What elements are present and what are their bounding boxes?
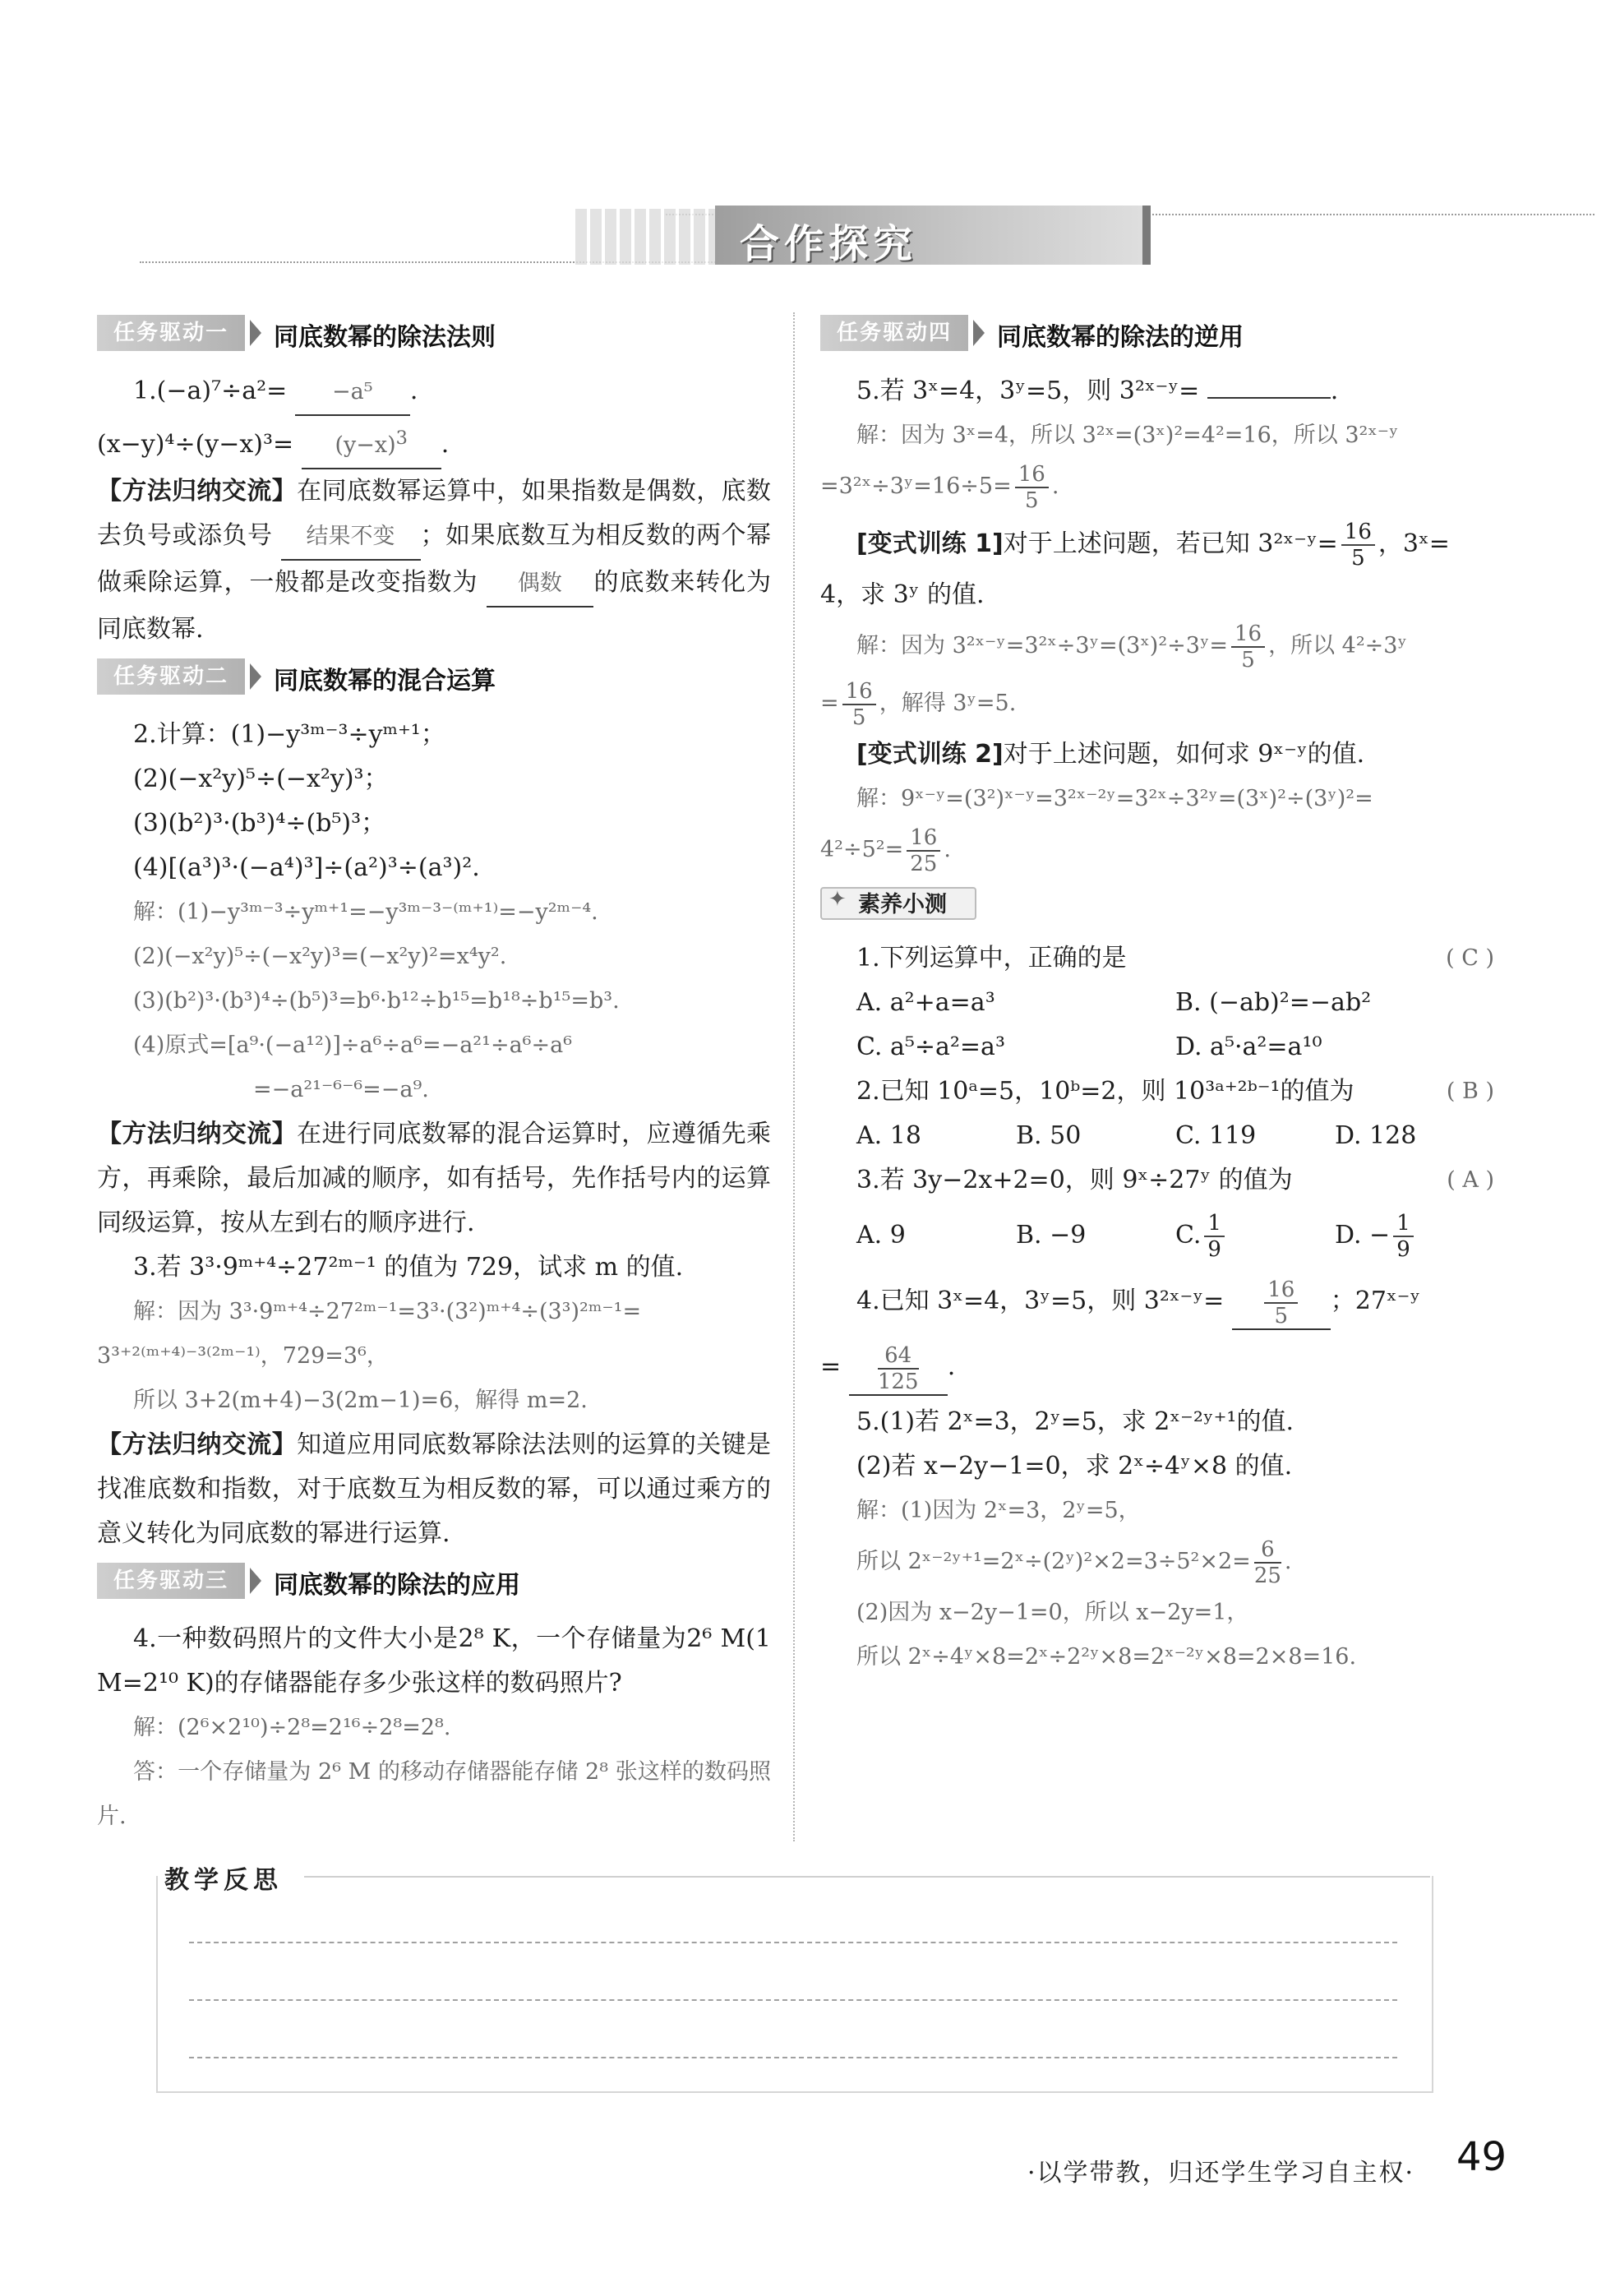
- fraction: [1231, 621, 1265, 672]
- question-text: (x−y)⁴÷(y−x)³=: [97, 430, 294, 459]
- choice-answer: ( B ): [1446, 1079, 1494, 1104]
- numerator: 16: [1264, 1277, 1298, 1304]
- solution-line: (2)(−x²y)⁵÷(−x²y)³=(−x²y)²=x⁴y².: [133, 944, 507, 969]
- fraction: [1341, 520, 1375, 571]
- arrow-icon: [250, 1568, 261, 1594]
- task-badge: 任务驱动一: [97, 315, 245, 351]
- fraction: [878, 1343, 919, 1394]
- question-text: ；27ˣ⁻ʸ: [1330, 1287, 1421, 1315]
- task-header: [97, 658, 771, 701]
- answer-blank: −a⁵: [295, 370, 410, 416]
- solution-text: 解：因为 3²ˣ⁻ʸ=3²ˣ÷3ʸ=(3ˣ)²÷3ʸ=: [856, 633, 1228, 658]
- variant-1-cont: 4，求 3ʸ 的值.: [820, 580, 985, 609]
- solution-line: 解：(1)−y³ᵐ⁻³÷yᵐ⁺¹=−y³ᵐ⁻³⁻⁽ᵐ⁺¹⁾=−y²ᵐ⁻⁴.: [133, 899, 598, 925]
- denominator: 5: [1274, 1303, 1289, 1328]
- quiz-question-3: [820, 1158, 1494, 1203]
- method-summary: [97, 1423, 771, 1556]
- task-badge: 任务驱动三: [97, 1563, 245, 1599]
- choice-answer: ( A ): [1447, 1167, 1494, 1193]
- quiz-title: 素养小测: [820, 887, 976, 920]
- variant-label: [变式训练 2]: [856, 740, 1004, 769]
- numerator: 16: [907, 825, 940, 852]
- option: [1175, 1203, 1335, 1268]
- denominator: 5: [1024, 487, 1039, 513]
- solution-line: 所以 3+2(m+4)−3(2m−1)=6，解得 m=2.: [133, 1388, 588, 1413]
- task-badge: 任务驱动四: [820, 315, 968, 351]
- question-5: 5.若 3ˣ=4，3ʸ=5，则 3²ˣ⁻ʸ= .: [856, 377, 1339, 405]
- arrow-icon: [973, 320, 985, 346]
- numerator: 64: [878, 1343, 919, 1370]
- question-2-part: (4)[(a³)³·(−a⁴)³]÷(a²)³÷(a³)².: [133, 853, 480, 882]
- denominator: 9: [1207, 1237, 1221, 1262]
- option: A. 9: [856, 1221, 906, 1250]
- method-text: 在进行同底数幂的混合运算时，应遵循先乘方，再乘除，最后加减的顺序，如有括号，先作括号内的运算同级运算，按从左到右的顺序进行.: [97, 1120, 772, 1237]
- question-text: 1.(−a)⁷÷a²=: [133, 377, 288, 405]
- task-badge: 任务驱动二: [97, 658, 245, 695]
- teaching-reflection: [164, 1859, 1430, 2098]
- fraction: [1254, 1537, 1281, 1588]
- option: C. 119: [1175, 1121, 1257, 1150]
- footer-slogan: ·以学带教，归还学生学习自主权·: [1027, 2159, 1415, 2187]
- variant-text: 对于上述问题，若已知 3²ˣ⁻ʸ=: [1003, 529, 1338, 558]
- numerator: 1: [1204, 1211, 1225, 1237]
- variant-1: [820, 515, 1494, 573]
- quiz-question-4-cont: = $\frac{64}{125}$ .: [820, 1342, 956, 1394]
- reflection-rule: [304, 1876, 1430, 1878]
- solution-line: = $\frac{16}{5}$ ，解得 3ʸ=5.: [820, 678, 1017, 730]
- options-row: [820, 981, 1494, 1025]
- solution-line: 4²÷5²= $\frac{16}{25}$ .: [820, 825, 951, 876]
- answer-text: (y−x): [335, 432, 396, 458]
- solution-line: 解：(1)因为 2ˣ=3，2ʸ=5，: [856, 1498, 1141, 1523]
- method-summary: [97, 469, 771, 652]
- option-label: D. −: [1335, 1221, 1391, 1250]
- answer-blank: 偶数: [487, 561, 593, 607]
- question-text: 2.已知 10ᵃ=5，10ᵇ=2，则 10³ᵃ⁺²ᵇ⁻¹的值为: [856, 1077, 1354, 1106]
- star-icon: ✦: [828, 887, 847, 912]
- question-3: 3.若 3³·9ᵐ⁺⁴÷27²ᵐ⁻¹ 的值为 729，试求 m 的值.: [133, 1253, 684, 1282]
- question-1a: 1.(−a)⁷÷a²= −a⁵ .: [97, 369, 771, 416]
- denominator: 5: [851, 705, 866, 730]
- task-title: 同底数幂的除法的逆用: [997, 323, 1244, 352]
- answer-blank: [1207, 397, 1331, 399]
- solution-line: (3)(b²)³·(b³)⁴÷(b⁵)³=b⁶·b¹²÷b¹⁵=b¹⁸÷b¹⁵=b³.: [133, 988, 620, 1014]
- option: D. a⁵·a²=a¹⁰: [1175, 1033, 1322, 1061]
- choice-answer: ( C ): [1446, 945, 1494, 971]
- answer-blank: [849, 1343, 948, 1396]
- fraction: [907, 825, 940, 876]
- method-label: 【方法归纳交流】: [97, 1430, 298, 1459]
- fraction: [1264, 1277, 1298, 1328]
- writing-line: [189, 1999, 1397, 2001]
- variant-label: [变式训练 1]: [856, 529, 1004, 558]
- denominator: 5: [1351, 546, 1365, 571]
- method-text: 的底数来转化为同底数幂.: [97, 568, 772, 644]
- task-header: [97, 315, 771, 358]
- solution-line: 答：一个存储量为 2⁶ M 的移动存储器能存储 2⁸ 张这样的数码照片.: [97, 1759, 771, 1829]
- page-number: 49: [1456, 2134, 1507, 2180]
- right-column: [820, 308, 1494, 1679]
- denominator: 25: [910, 851, 938, 876]
- quiz-question-5a: 5.(1)若 2ˣ=3，2ʸ=5，求 2ˣ⁻²ʸ⁺¹的值.: [856, 1407, 1294, 1436]
- solution-line: 3³⁺²⁽ᵐ⁺⁴⁾⁻³⁽²ᵐ⁻¹⁾，729=3⁶，: [97, 1343, 389, 1369]
- question-2-part: (3)(b²)³·(b³)⁴÷(b⁵)³；: [133, 809, 386, 838]
- method-text: 知道应用同底数幂除法法则的运算的关键是找准底数和指数，对于底数互为相反数的幂，可以通过乘方的意义转化为同底数的幂进行运算.: [97, 1430, 772, 1548]
- solution-text: 4²÷5²=: [820, 837, 904, 862]
- quiz-question-5b: (2)若 x−2y−1=0，求 2ˣ÷4ʸ×8 的值.: [856, 1452, 1293, 1481]
- variant-2: [820, 732, 1494, 777]
- question-text: 5.若 3ˣ=4，3ʸ=5，则 3²ˣ⁻ʸ=: [856, 377, 1200, 405]
- option: B. 50: [1016, 1121, 1082, 1150]
- section-banner: [140, 206, 1455, 271]
- solution-line: 解：因为 3ˣ=4，所以 3²ˣ=(3ˣ)²=4²=16，所以 3²ˣ⁻ʸ: [856, 423, 1399, 448]
- solution-line: 所以 2ˣ⁻²ʸ⁺¹=2ˣ÷(2ʸ)²×2=3÷5²×2= $\frac{6}{25}$ .: [856, 1536, 1292, 1588]
- solution-line: 所以 2ˣ÷4ʸ×8=2ˣ÷2²ʸ×8=2ˣ⁻²ʸ×8=2×8=16.: [856, 1644, 1357, 1670]
- fraction: [842, 679, 876, 730]
- denominator: 125: [877, 1369, 919, 1394]
- question-2-part: (2)(−x²y)⁵÷(−x²y)³；: [133, 765, 389, 793]
- denominator: 25: [1253, 1563, 1281, 1588]
- solution-text: 所以 2ˣ⁻²ʸ⁺¹=2ˣ÷(2ʸ)²×2=3÷5²×2=: [856, 1549, 1251, 1574]
- answer-blank: $(y-x)^3$: [302, 416, 441, 469]
- task-title: 同底数幂的除法的应用: [274, 1571, 520, 1600]
- numerator: 6: [1254, 1537, 1281, 1564]
- fraction: [1393, 1211, 1414, 1262]
- option: A. 18: [856, 1121, 921, 1150]
- denominator: 5: [1241, 647, 1255, 672]
- quiz-question-2: [820, 1069, 1494, 1114]
- option: C. a⁵÷a²=a³: [856, 1033, 1005, 1061]
- denominator: 9: [1396, 1237, 1410, 1262]
- section-title: 合作探究: [740, 221, 918, 267]
- question-text: 1.下列运算中，正确的是: [856, 944, 1127, 972]
- solution-line: 解：(2⁶×2¹⁰)÷2⁸=2¹⁶÷2⁸=2⁸.: [133, 1715, 451, 1740]
- question-2: 2.计算：(1)−y³ᵐ⁻³÷yᵐ⁺¹；: [133, 720, 445, 749]
- solution-line: [820, 617, 1494, 675]
- answer-blank: [1232, 1277, 1331, 1330]
- method-text: ；如果底数互为相反数的两个幂做乘除运算，一般都是改变指数为: [97, 521, 772, 597]
- question-4: 4.一种数码照片的文件大小是2⁸ K，一个存储量为2⁶ M(1 M=2¹⁰ K)的存储器能存多少张这样的数码照片?: [97, 1624, 771, 1698]
- writing-line: [189, 2057, 1397, 2058]
- options-row: [820, 1025, 1494, 1069]
- solution-line: 解：因为 3³·9ᵐ⁺⁴÷27²ᵐ⁻¹=3³·(3²)ᵐ⁺⁴÷(3³)²ᵐ⁻¹=: [133, 1299, 642, 1324]
- option: A. a²+a=a³: [856, 988, 995, 1017]
- method-summary: [97, 1112, 771, 1245]
- solution-line: (4)原式=[a⁹·(−a¹²)]÷a⁶÷a⁶=−a²¹÷a⁶÷a⁶: [133, 1033, 573, 1058]
- arrow-icon: [250, 320, 261, 346]
- option: D. 128: [1335, 1121, 1417, 1150]
- solution-text: ，所以 4²÷3ʸ: [1268, 633, 1407, 658]
- options-row: [820, 1114, 1494, 1158]
- solution-line: =3²ˣ÷3ʸ=16÷5= $\frac{16}{5}$ .: [820, 461, 1059, 513]
- question-text: 4.已知 3ˣ=4，3ʸ=5，则 3²ˣ⁻ʸ=: [856, 1287, 1225, 1315]
- task-title: 同底数幂的除法法则: [274, 323, 496, 352]
- task-header: [820, 315, 1494, 358]
- writing-line: [189, 1942, 1397, 1943]
- quiz-question-4: [820, 1268, 1494, 1334]
- column-divider: [793, 312, 795, 1841]
- quiz-question-1: [820, 936, 1494, 981]
- reflection-title: 教学反思: [164, 1866, 283, 1895]
- numerator: 16: [1231, 621, 1265, 648]
- option: B. (−ab)²=−ab²: [1175, 988, 1372, 1017]
- left-column: [97, 308, 771, 1839]
- numerator: 1: [1393, 1211, 1414, 1237]
- options-row: [820, 1203, 1494, 1268]
- fraction: [1015, 462, 1049, 513]
- method-label: 【方法归纳交流】: [97, 1120, 298, 1148]
- solution-text: ，解得 3ʸ=5.: [879, 691, 1017, 716]
- variant-text: ，3ˣ=: [1378, 529, 1450, 558]
- option: B. −9: [1016, 1221, 1087, 1250]
- question-1b: $(x-y)^4\div(y-x)^3= (y-x)^3$ .: [97, 416, 771, 469]
- method-label: 【方法归纳交流】: [97, 477, 298, 506]
- solution-line: (2)因为 x−2y−1=0，所以 x−2y=1，: [856, 1600, 1249, 1625]
- variant-text: 对于上述问题，如何求 9ˣ⁻ʸ的值.: [1003, 740, 1365, 769]
- numerator: 16: [1015, 462, 1049, 488]
- quiz-header: [820, 887, 1494, 925]
- numerator: 16: [1341, 520, 1375, 546]
- task-header: [97, 1563, 771, 1605]
- arrow-icon: [250, 663, 261, 690]
- question-text: 3.若 3y−2x+2=0，则 9ˣ÷27ʸ 的值为: [856, 1166, 1293, 1194]
- task-title: 同底数幂的混合运算: [274, 667, 496, 695]
- method-text: 在同底数幂运算中，如果指数是偶数，底数去负号或添负号: [97, 477, 772, 550]
- numerator: 16: [842, 679, 876, 705]
- option-label: C.: [1175, 1221, 1202, 1250]
- answer-blank: 结果不变: [281, 515, 421, 561]
- solution-text: =3²ˣ÷3ʸ=16÷5=: [820, 474, 1012, 499]
- solution-line: 解：9ˣ⁻ʸ=(3²)ˣ⁻ʸ=3²ˣ⁻²ʸ=3²ˣ÷3²ʸ=(3ˣ)²÷(3ʸ)²=: [856, 786, 1373, 811]
- option: [1335, 1203, 1494, 1268]
- reflection-frame: [156, 1876, 1433, 2093]
- solution-line: =−a²¹⁻⁶⁻⁶=−a⁹.: [253, 1077, 429, 1102]
- fraction: [1204, 1211, 1225, 1262]
- equals-sign: =: [820, 1352, 842, 1381]
